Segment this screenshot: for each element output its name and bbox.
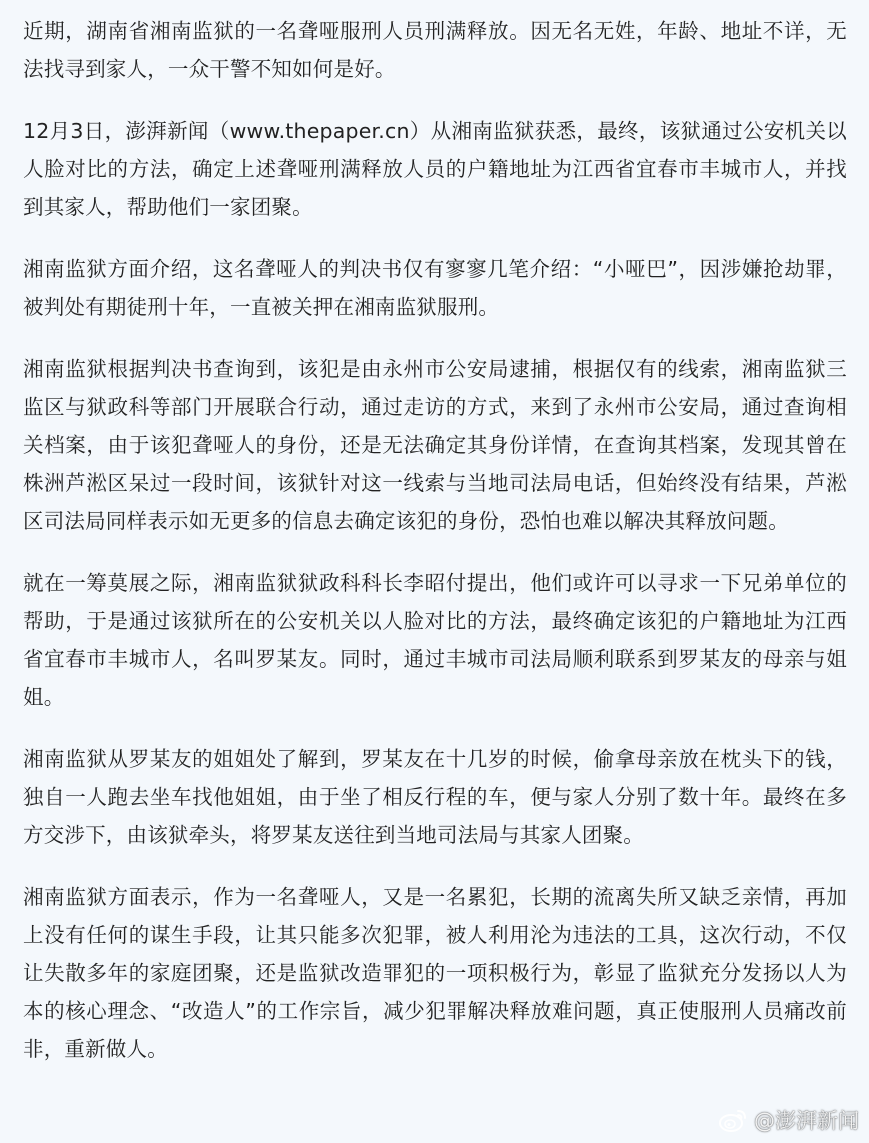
weibo-watermark	[718, 1105, 859, 1135]
paragraph-3: 湘南监狱方面介绍，这名聋哑人的判决书仅有寥寥几笔介绍：“小哑巴”，因涉嫌抢劫罪，被判处有期徒刑十年，一直被关押在湘南监狱服刑。	[23, 257, 847, 319]
paragraph-2: 12月3日，澎湃新闻（www.thepaper.cn）从湘南监狱获悉，最终，该狱通过公安机关以人脸对比的方法，确定上述聋哑刑满释放人员的户籍地址为江西省宜春市丰城市人，并找到其家人，帮助他们一家团聚。	[23, 119, 847, 219]
paragraph-5: 就在一筹莫展之际，湘南监狱狱政科科长李昭付提出，他们或许可以寻求一下兄弟单位的帮助，于是通过该狱所在的公安机关以人脸对比的方法，最终确定该犯的户籍地址为江西省宜春市丰城市人，名叫罗某友。同时，通过丰城市司法局顺利联系到罗某友的母亲与姐姐。	[23, 571, 847, 709]
weibo-icon	[718, 1107, 748, 1133]
article-body	[23, 0, 847, 1068]
watermark-text: @澎湃新闻	[754, 1109, 859, 1133]
paragraph-1: 近期，湖南省湘南监狱的一名聋哑服刑人员刑满释放。因无名无姓，年龄、地址不详，无法找寻到家人，一众干警不知如何是好。	[23, 19, 847, 81]
paragraph-6: 湘南监狱从罗某友的姐姐处了解到，罗某友在十几岁的时候，偷拿母亲放在枕头下的钱，独自一人跑去坐车找他姐姐，由于坐了相反行程的车，便与家人分别了数十年。最终在多方交涉下，由该狱牵头，将罗某友送往到当地司法局与其家人团聚。	[23, 747, 847, 847]
paragraph-4: 湘南监狱根据判决书查询到，该犯是由永州市公安局逮捕，根据仅有的线索，湘南监狱三监区与狱政科等部门开展联合行动，通过走访的方式，来到了永州市公安局，通过查询相关档案，由于该犯聋哑人的身份，还是无法确定其身份详情，在查询其档案，发现其曾在株洲芦淞区呆过一段时间，该狱针对这一线索与当地司法局电话，但始终没有结果，芦淞区司法局同样表示如无更多的信息去确定该犯的身份，恐怕也难以解决其释放问题。	[23, 357, 847, 533]
paragraph-7: 湘南监狱方面表示，作为一名聋哑人，又是一名累犯，长期的流离失所又缺乏亲情，再加上没有任何的谋生手段，让其只能多次犯罪，被人利用沦为违法的工具，这次行动，不仅让失散多年的家庭团聚，还是监狱改造罪犯的一项积极行为，彰显了监狱充分发扬以人为本的核心理念、“改造人”的工作宗旨，减少犯罪解决释放难问题，真正使服刑人员痛改前非，重新做人。	[23, 885, 847, 1061]
